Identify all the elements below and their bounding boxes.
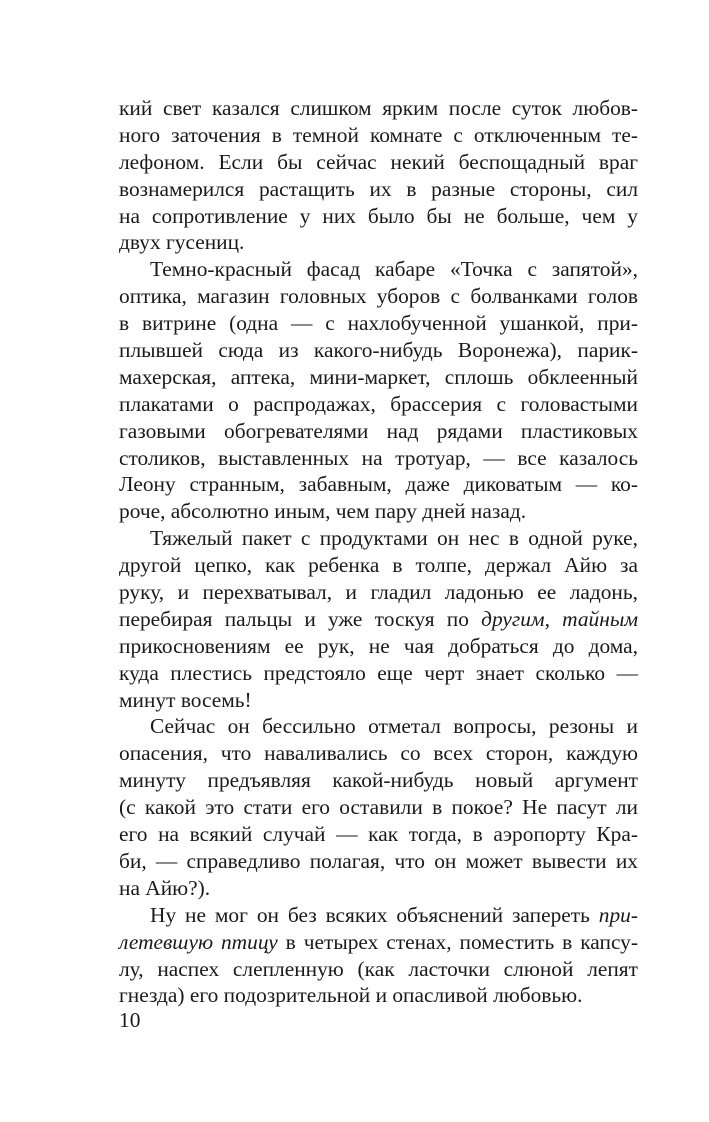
- text-span: плакатами о распродажах, брассерия с головастыми: [119, 391, 638, 416]
- text-span: вознамерился растащить их в разные стороны, сил: [119, 176, 638, 201]
- text-span: махерская, аптека, мини-маркет, сплошь обклеенный: [119, 364, 638, 389]
- text-line: [119, 310, 638, 337]
- text-line: [119, 794, 638, 821]
- text-line: [119, 525, 638, 552]
- text-line: [119, 848, 638, 875]
- text-line: [119, 203, 638, 230]
- text-line: [119, 982, 638, 1009]
- text-line: [119, 687, 638, 714]
- text-line: [119, 929, 638, 956]
- text-span: газовыми обогревателями над рядами пластиковых: [119, 418, 638, 443]
- text-line: [119, 176, 638, 203]
- text-span: (с какой это стати его оставили в покое? Не пасут ли: [119, 795, 638, 820]
- text-line: [119, 418, 638, 445]
- page-number: 10: [119, 1008, 141, 1032]
- paragraph: [119, 95, 638, 256]
- text-line: [119, 337, 638, 364]
- text-line: [119, 498, 638, 525]
- text-span: руку, и перехватывал, и гладил ладонью ее ладонь,: [119, 580, 638, 605]
- text-span: Ну не мог он без всяких объяснений запереть: [150, 902, 599, 927]
- text-span: опасения, что наваливались со всех сторон, каждую: [119, 741, 638, 766]
- text-span: куда плестись предстояло еще черт знает сколько —: [119, 660, 638, 685]
- text-span: на сопротивление у них было бы не больше, чем у: [119, 203, 638, 228]
- text-line: [119, 256, 638, 283]
- text-line: [119, 391, 638, 418]
- text-span: в витрине (одна — с нахлобученной ушанкой, при-: [119, 311, 638, 336]
- paragraph: [119, 525, 638, 713]
- text-line: [119, 122, 638, 149]
- italic-text: при-: [598, 902, 638, 927]
- text-line: [119, 364, 638, 391]
- text-span: оптика, магазин головных уборов с болванками голов: [119, 284, 638, 309]
- text-span: на Айю?).: [119, 875, 211, 900]
- text-span: роче, абсолютно иным, чем пару дней назад.: [119, 499, 527, 524]
- text-line: [119, 149, 638, 176]
- text-line: [119, 283, 638, 310]
- text-line: [119, 767, 638, 794]
- text-span: в четырех стенах, поместить в капсу-: [277, 929, 638, 954]
- italic-text: летевшую птицу: [119, 929, 278, 954]
- text-line: [119, 445, 638, 472]
- paragraph: [119, 902, 638, 1010]
- text-span: прикосновениям ее рук, не чая добраться до дома,: [119, 633, 638, 658]
- paragraph: [119, 713, 638, 901]
- text-span: Леону странным, забавным, даже диковатым — ко-: [119, 472, 638, 497]
- text-span: Темно-красный фасад кабаре «Точка с запятой»,: [150, 257, 638, 282]
- text-span: кий свет казался слишком ярким после суток любов-: [119, 96, 638, 120]
- text-span: столиков, выставленных на тротуар, — все казалось: [119, 445, 638, 470]
- text-span: минуту предъявляя какой-нибудь новый аргумент: [119, 768, 638, 793]
- text-line: [119, 821, 638, 848]
- text-span: Сейчас он бессильно отметал вопросы, резоны и: [150, 714, 638, 739]
- text-line: [119, 660, 638, 687]
- text-span: двух гусениц.: [119, 230, 245, 255]
- text-line: [119, 229, 638, 256]
- text-span: би, — справедливо полагая, что он может вывести их: [119, 848, 638, 873]
- paragraph: [119, 256, 638, 525]
- text-span: лефоном. Если бы сейчас некий беспощадный враг: [119, 149, 638, 174]
- italic-text: другим, тайным: [481, 606, 639, 631]
- text-span: другой цепко, как ребенка в толпе, держал Айю за: [119, 553, 638, 578]
- text-span: его на всякий случай — как тогда, в аэропорту Кра-: [119, 822, 638, 847]
- text-line: [119, 956, 638, 983]
- page-body: [119, 95, 638, 1009]
- text-line: [119, 875, 638, 902]
- text-span: гнезда) его подозрительной и опасливой любовью.: [119, 983, 583, 1008]
- text-line: [119, 95, 638, 122]
- text-span: плывшей сюда из какого-нибудь Воронежа), парик-: [119, 338, 638, 363]
- text-span: минут восемь!: [119, 687, 252, 712]
- text-line: [119, 633, 638, 660]
- text-line: [119, 740, 638, 767]
- text-line: [119, 579, 638, 606]
- text-span: лу, наспех слепленную (как ласточки слюной лепят: [119, 956, 638, 981]
- text-line: [119, 713, 638, 740]
- text-span: перебирая пальцы и уже тоскуя по: [119, 606, 482, 631]
- text-line: [119, 606, 638, 633]
- text-line: [119, 471, 638, 498]
- text-span: Тяжелый пакет с продуктами он нес в одной руке,: [150, 526, 638, 551]
- text-span: ного заточения в темной комнате с отключенным те-: [119, 122, 638, 147]
- text-line: [119, 552, 638, 579]
- text-line: [119, 902, 638, 929]
